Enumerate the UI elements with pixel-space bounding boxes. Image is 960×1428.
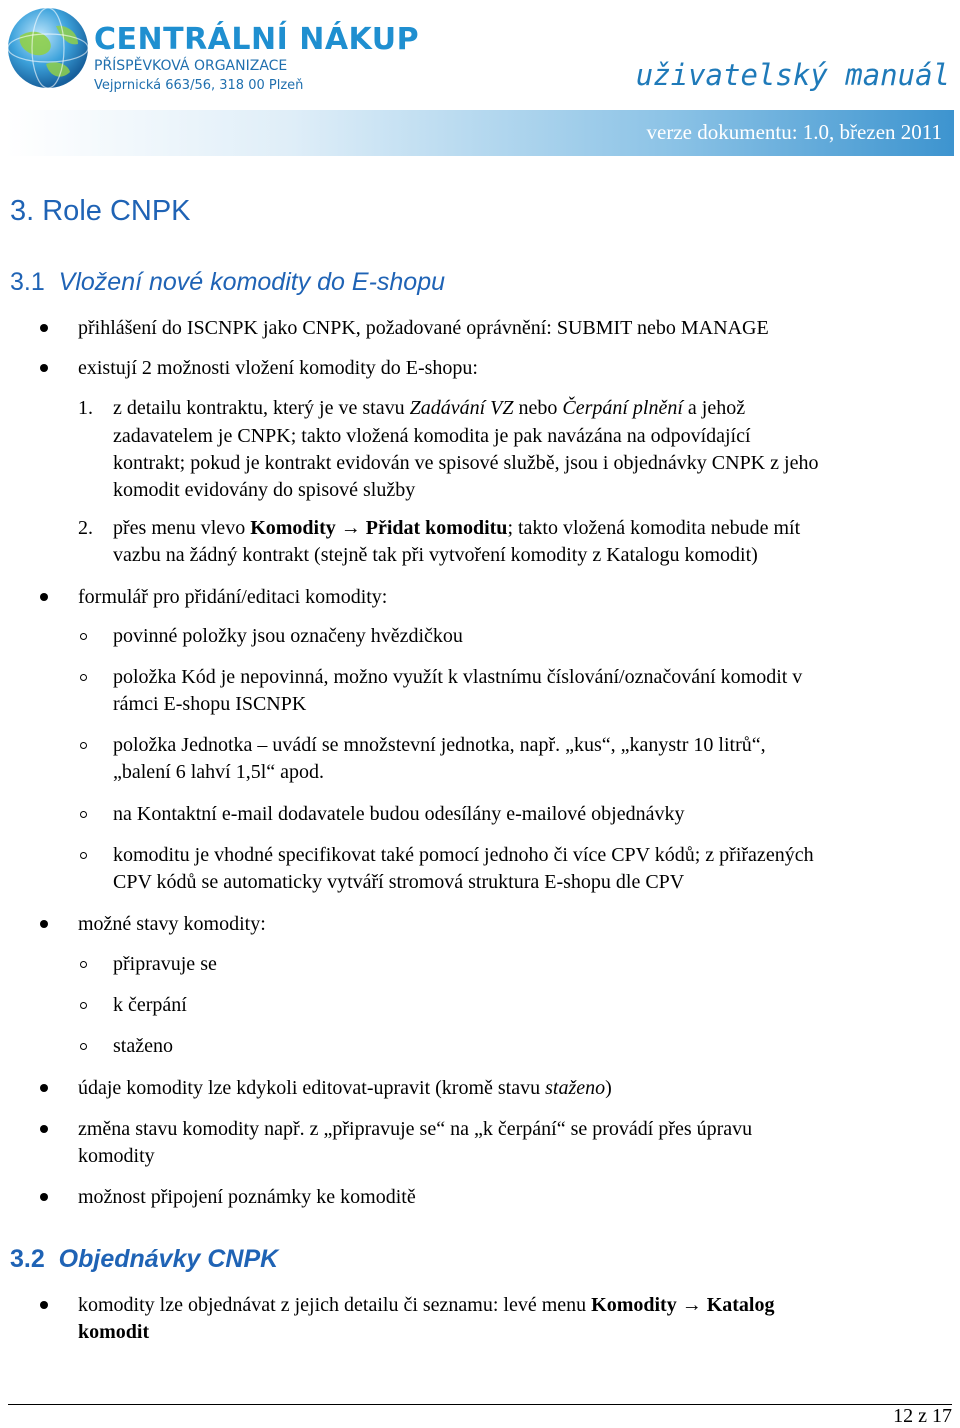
text-run: a jehož [682,397,746,419]
document-version: verze dokumentu: 1.0, březen 2011 [646,120,942,144]
list-item: změna stavu komodity např. z „připravuje se“ na „k čerpání“ se provádí přes úpravu [78,1118,753,1140]
circle-bullet-icon [80,633,87,640]
brand-address: Vejprnická 663/56, 318 00 Plzeň [94,78,304,93]
state-name: staženo [545,1077,606,1099]
sub-list-item: připravuje se [113,953,217,975]
section-title: Objednávky CNPK [58,1245,279,1273]
page-number: 12 z 17 [893,1405,952,1427]
circle-bullet-icon [80,1043,87,1050]
sub-list-item: na Kontaktní e-mail dodavatele budou odesílány e-mailové objednávky [113,803,685,825]
list-item [78,1291,775,1319]
text-run: ; takto vložená komodita nebude mít [507,517,801,539]
footer-rule [8,1404,952,1405]
bullet-icon [40,1193,48,1201]
list-item-continuation: komodit evidovány do spisové služby [113,479,416,501]
bullet-icon [40,1301,48,1309]
list-item: možnost připojení poznámky ke komoditě [78,1186,416,1208]
list-item [78,1074,612,1102]
sub-list-item: povinné položky jsou označeny hvězdičkou [113,625,463,647]
section-number: 3.1 [10,268,45,296]
list-item: existují 2 možnosti vložení komodity do E-shopu: [78,357,478,379]
circle-bullet-icon [80,852,87,859]
circle-bullet-icon [80,742,87,749]
menu-path: Komodity → Přidat komoditu [250,517,508,539]
text-run: nebo [513,397,563,419]
chapter-title: 3. Role CNPK [10,195,191,227]
manual-title: uživatelský manuál [635,58,950,92]
list-item-continuation: kontrakt; pokud je kontrakt evidován ve spisové službě, jsou i objednávky CNPK z jeho [113,452,819,474]
sub-list-item: k čerpání [113,994,187,1016]
sub-list-item-continuation: „balení 6 lahví 1,5l“ apod. [113,761,325,783]
list-item: přihlášení do ISCNPK jako CNPK, požadované oprávnění: SUBMIT nebo MANAGE [78,317,769,339]
sub-list-item: staženo [113,1035,173,1057]
state-name: Čerpání plnění [562,397,683,419]
sub-list-item: položka Jednotka – uvádí se množstevní jednotka, např. „kus“, „kanystr 10 litrů“, [113,734,766,756]
list-item: možné stavy komodity: [78,913,266,935]
text-run: ) [605,1077,612,1099]
circle-bullet-icon [80,674,87,681]
list-item-continuation: zadavatelem je CNPK; takto vložená komodita je pak navázána na odpovídající [113,425,751,447]
text-run: z detailu kontraktu, který je ve stavu [113,397,410,419]
document-header [0,0,960,160]
sub-list-item: komoditu je vhodné specifikovat také pomocí jednoho či více CPV kódů; z přiřazených [113,844,814,866]
circle-bullet-icon [80,1002,87,1009]
list-item-continuation: komodit [78,1321,150,1343]
version-bar [6,110,954,156]
globe-logo-icon [6,6,90,90]
circle-bullet-icon [80,811,87,818]
sub-list-item-continuation: CPV kódů se automaticky vytváří stromová struktura E-shopu dle CPV [113,871,685,893]
section-heading-3-1 [10,268,445,297]
text-run: údaje komodity lze kdykoli editovat-upravit (kromě stavu [78,1077,546,1099]
state-name: Zadávání VZ [409,397,514,419]
section-number: 3.2 [10,1245,45,1273]
list-number: 1. [78,397,93,419]
section-heading-3-2 [10,1245,278,1274]
sub-list-item-continuation: rámci E-shopu ISCNPK [113,693,307,715]
bullet-icon [40,593,48,601]
bullet-icon [40,920,48,928]
list-item [113,514,800,542]
bullet-icon [40,1084,48,1092]
menu-path: Komodity → Katalog [591,1294,775,1316]
bullet-icon [40,1125,48,1133]
brand-subtitle: PŘÍSPĚVKOVÁ ORGANIZACE [94,58,288,74]
list-item-continuation: komodity [78,1145,155,1167]
sub-list-item: položka Kód je nepovinná, možno využít k vlastnímu číslování/označování komodit v [113,666,803,688]
list-item-continuation: vazbu na žádný kontrakt (stejně tak při vytvoření komodity z Katalogu komodit) [113,544,758,566]
text-run: přes menu vlevo [113,517,251,539]
list-item: formulář pro přidání/editaci komodity: [78,586,388,608]
list-item [113,394,745,422]
circle-bullet-icon [80,961,87,968]
section-title: Vložení nové komodity do E-shopu [58,268,446,296]
bullet-icon [40,364,48,372]
list-number: 2. [78,517,93,539]
text-run: komodity lze objednávat z jejich detailu či seznamu: levé menu [78,1294,592,1316]
brand-name: CENTRÁLNÍ NÁKUP [94,22,420,57]
bullet-icon [40,324,48,332]
